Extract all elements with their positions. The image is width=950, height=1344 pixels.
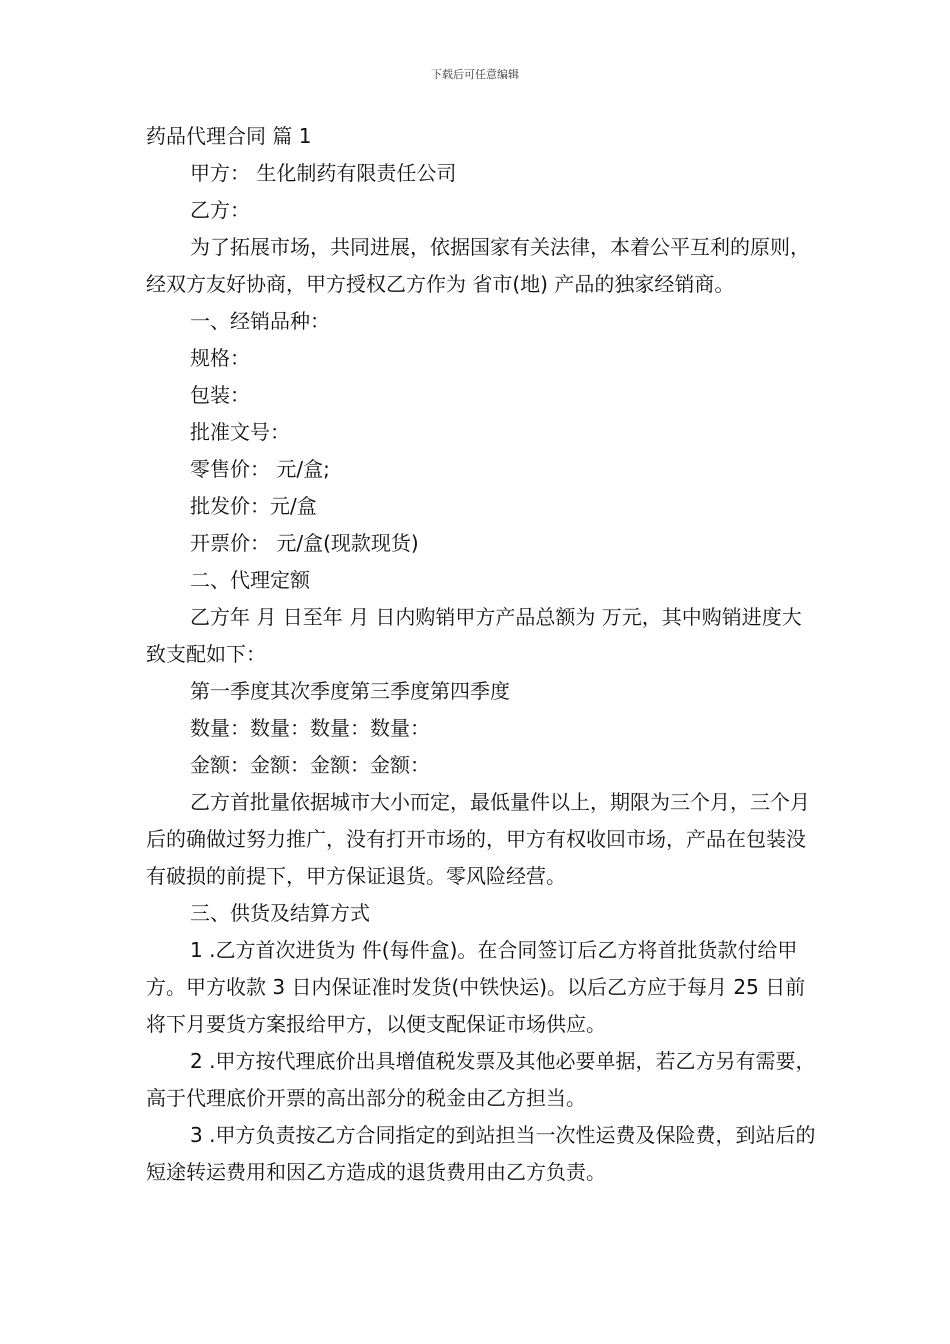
clause-paragraph: 2 .甲方按代理底价出具增值税发票及其他必要单据，若乙方另有需要，高于代理底价开票的高出部分的税金由乙方担当。: [146, 1049, 816, 1110]
clause-paragraph: 3 .甲方负责按乙方合同指定的到站担当一次性运费及保险费，到站后的短途转运费用和因乙方造成的退货费用由乙方负责。: [146, 1123, 816, 1184]
party-b: 乙方：: [190, 198, 250, 222]
section-heading: 一、经销品种：: [190, 309, 330, 333]
quota-paragraph: 乙方年 月 日至年 月 日内购销甲方产品总额为 万元，其中购销进度大致支配如下：: [146, 605, 802, 666]
wholesale-price-line: 批发价：元/盒: [190, 494, 317, 518]
retail-price-line: 零售价： 元/盒;: [190, 457, 330, 481]
invoice-price-line: 开票价： 元/盒(现款现货): [190, 531, 419, 555]
quarter-header-line: 第一季度其次季度第三季度第四季度: [190, 679, 510, 703]
clause-paragraph: 1 .乙方首次进货为 件(每件盒)。在合同签订后乙方将首批货款付给甲方。甲方收款 3 日内保证准时发货(中铁快运)。以后乙方应于每月 25 日前将下月要货方案报给甲方，以便支配保证市场供应。: [146, 938, 806, 1036]
section-heading: 二、代理定额: [190, 568, 310, 592]
amount-line: 金额：金额：金额：金额：: [190, 753, 430, 777]
approval-number-line: 批准文号：: [190, 420, 290, 444]
party-a: 甲方： 生化制药有限责任公司: [190, 161, 457, 185]
packaging-line: 包装：: [190, 383, 250, 407]
page-header: 下载后可任意编辑: [431, 68, 519, 81]
document-body: [146, 118, 818, 1191]
preamble-paragraph: 为了拓展市场，共同进展，依据国家有关法律，本着公平互利的原则，经双方友好协商，甲方授权乙方作为 省市(地) 产品的独家经销商。: [146, 235, 810, 296]
section-heading: 三、供货及结算方式: [190, 901, 370, 925]
document-title: 药品代理合同 篇 1: [146, 124, 312, 148]
quantity-line: 数量：数量：数量：数量：: [190, 716, 430, 740]
first-batch-paragraph: 乙方首批量依据城市大小而定，最低量件以上，期限为三个月，三个月后的确做过努力推广，没有打开市场的，甲方有权收回市场，产品在包装没有破损的前提下，甲方保证退货。零风险经营。: [146, 790, 810, 888]
spec-line: 规格：: [190, 346, 250, 370]
